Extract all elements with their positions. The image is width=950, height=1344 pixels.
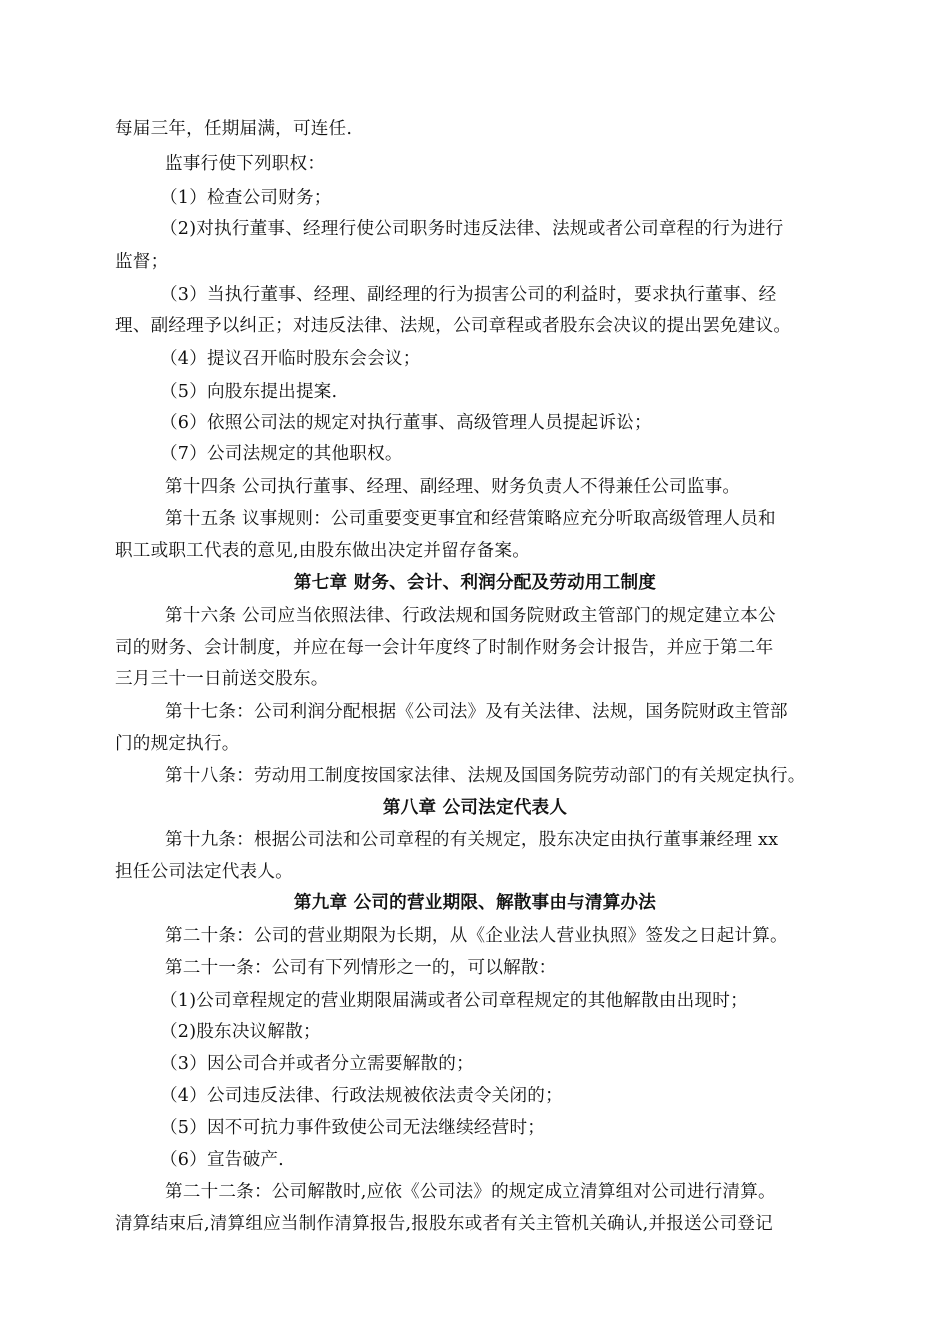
chapter-7-heading: 第七章 财务、会计、利润分配及劳动用工制度	[293, 572, 657, 593]
paragraph-line: 每届三年，任期届满，可连任.	[115, 119, 353, 139]
paragraph-line: 职工或职工代表的意见,由股东做出决定并留存备案。	[115, 541, 531, 561]
list-item: （6）宣告破产.	[160, 1150, 284, 1170]
list-item: （5）因不可抗力事件致使公司无法继续经营时；	[160, 1118, 546, 1138]
article-14: 第十四条 公司执行董事、经理、副经理、财务负责人不得兼任公司监事。	[165, 477, 741, 497]
paragraph-line: 监事行使下列职权：	[165, 154, 326, 174]
article-19: 第十九条：根据公司法和公司章程的有关规定，股东决定由执行董事兼经理 xx	[165, 830, 779, 850]
paragraph-line: 司的财务、会计制度，并应在每一会计年度终了时制作财务会计报告，并应于第二年	[115, 638, 774, 658]
list-item: （2)对执行董事、经理行使公司职务时违反法律、法规或者公司章程的行为进行	[160, 219, 784, 239]
article-16: 第十六条 公司应当依照法律、行政法规和国务院财政主管部门的规定建立本公	[165, 606, 776, 626]
list-item: （4）公司违反法律、行政法规被依法责令关闭的；	[160, 1086, 563, 1106]
list-item: （1）检查公司财务；	[160, 188, 332, 208]
article-15: 第十五条 议事规则：公司重要变更事宜和经营策略应充分听取高级管理人员和	[165, 509, 776, 529]
article-17: 第十七条：公司利润分配根据《公司法》及有关法律、法规，国务院财政主管部	[165, 702, 788, 722]
chapter-9-heading: 第九章 公司的营业期限、解散事由与清算办法	[293, 892, 657, 913]
list-item: （3）因公司合并或者分立需要解散的；	[160, 1054, 474, 1074]
paragraph-line: 理、副经理予以纠正；对违反法律、法规，公司章程或者股东会决议的提出罢免建议。	[115, 316, 792, 336]
article-20: 第二十条：公司的营业期限为长期，从《企业法人营业执照》签发之日起计算。	[165, 926, 788, 946]
list-item: （5）向股东提出提案.	[160, 382, 338, 402]
list-item: （3）当执行董事、经理、副经理的行为损害公司的利益时，要求执行董事、经	[160, 285, 777, 305]
article-22: 第二十二条：公司解散时,应依《公司法》的规定成立清算组对公司进行清算。	[165, 1182, 776, 1202]
list-item: （4）提议召开临时股东会会议；	[160, 349, 421, 369]
paragraph-line: 三月三十一日前送交股东。	[115, 669, 329, 689]
list-item: （7）公司法规定的其他职权。	[160, 444, 403, 464]
paragraph-line: 担任公司法定代表人。	[115, 862, 293, 882]
chapter-8-heading: 第八章 公司法定代表人	[382, 797, 568, 818]
article-18: 第十八条：劳动用工制度按国家法律、法规及国国务院劳动部门的有关规定执行。	[165, 766, 806, 786]
list-item: （2)股东决议解散；	[160, 1022, 321, 1042]
list-item: （6）依照公司法的规定对执行董事、高级管理人员提起诉讼；	[160, 413, 652, 433]
paragraph-line: 监督；	[115, 252, 169, 272]
list-item: （1)公司章程规定的营业期限届满或者公司章程规定的其他解散由出现时；	[160, 991, 748, 1011]
paragraph-line: 清算结束后,清算组应当制作清算报告,报股东或者有关主管机关确认,并报送公司登记	[115, 1214, 773, 1234]
article-21: 第二十一条：公司有下列情形之一的，可以解散：	[165, 958, 557, 978]
paragraph-line: 门的规定执行。	[115, 734, 240, 754]
